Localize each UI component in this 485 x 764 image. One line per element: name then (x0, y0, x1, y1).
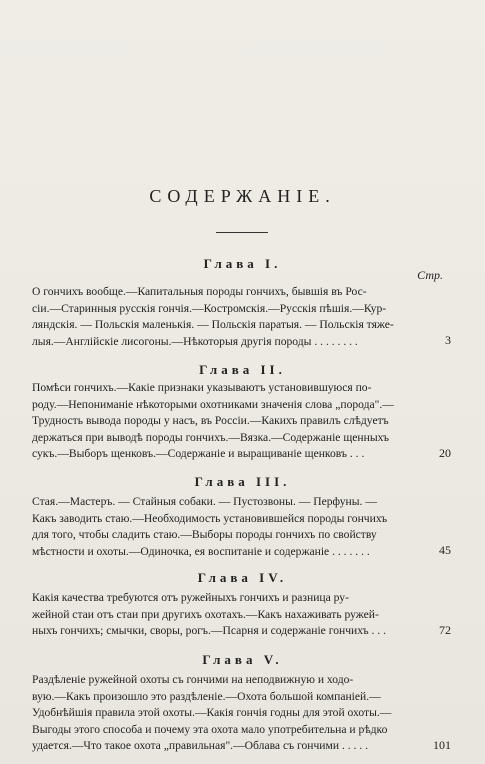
summary-line: Какъ заводить стаю.—Необходимость установившейся породы гончихъ (32, 511, 388, 525)
summary-line: лыя.—Англійскіе лисогоны.—Нѣкоторыя другія породы . . . . . . . . (32, 334, 358, 348)
summary-line: сіи.—Старинныя русскія гончія.—Костромскія.—Русскія пѣшія.—Кур- (32, 301, 387, 315)
summary-line: Трудность вывода породы у насъ, въ Россіи.—Какихъ правилъ слѣдуетъ (32, 414, 389, 427)
chapter-heading: Глава II. (199, 362, 286, 377)
summary-line: роду.—Непониманіе нѣкоторыми охотниками значенія слова „порода".— (32, 397, 394, 411)
page-number: 20 (439, 446, 451, 460)
chapter-heading: Глава I. (203, 256, 282, 271)
page-number: 45 (439, 543, 451, 557)
chapter-heading: Глава IV. (197, 570, 288, 585)
summary-line: для того, чтобы сладить стаю.—Выборы породы гончихъ по свойству (32, 528, 377, 541)
chapter-heading: Глава III. (194, 474, 291, 489)
summary-line: жейной стаи отъ стаи при другихъ охотахъ.—Какъ нахаживать ружей- (32, 607, 379, 621)
page-column-label: Стр. (417, 268, 443, 282)
summary-line: ныхъ гончихъ; смычки, своры, рогъ.—Псарня и содержаніе гончихъ . . . (32, 624, 386, 637)
summary-line: вую.—Какъ произошло это раздѣленіе.—Охота большой компаніей.— (32, 689, 381, 703)
title-divider (216, 232, 268, 233)
summary-line: держаться при выводѣ породы гончихъ.—Вязка.—Содержаніе щенныхъ (32, 430, 389, 444)
page-title: СОДЕРЖАНІЕ. (149, 186, 336, 206)
page-number: 72 (439, 623, 451, 637)
page-number: 101 (433, 738, 451, 752)
chapter-summary (32, 672, 448, 755)
summary-line: Какія качества требуются отъ ружейныхъ гончихъ и разница ру- (32, 591, 349, 604)
summary-line: мѣстности и охоты.—Одиночка, ея воспитаніе и содержаніе . . . . . . . (32, 544, 370, 558)
chapter-summary (32, 380, 448, 463)
summary-line: Помѣси гончихъ.—Какіе признаки указываютъ установившуюся по- (32, 381, 372, 394)
summary-line: О гончихъ вообще.—Капитальныя породы гончихъ, бывшія въ Рос- (32, 285, 367, 298)
summary-line: ляндскія. — Польскія маленькія. — Польскія паратыя. — Польскія тяже- (32, 318, 394, 331)
chapter-summary (32, 494, 448, 560)
summary-line: сукъ.—Выборъ щенковъ.—Содержаніе и выращиваніе щенковъ . . . (32, 447, 365, 460)
chapter-summary (32, 284, 448, 350)
chapter-heading: Глава V. (202, 652, 283, 667)
chapter-summary (32, 590, 448, 640)
summary-line: Стая.—Мастеръ. — Стайныя собаки. — Пустозвоны. — Перфуны. — (32, 495, 377, 508)
summary-line: Выгоды этого способа и почему эта охота мало употребительна и рѣдко (32, 722, 388, 736)
summary-line: удается.—Что такое охота „правильная".—Облава съ гончими . . . . . (32, 739, 369, 752)
summary-line: Удобнѣйшія правила этой охоты.—Какія гончія годны для этой охоты.— (32, 706, 392, 719)
page-number: 3 (445, 333, 451, 347)
summary-line: Раздѣленіе ружейной охоты съ гончими на неподвижную и ходо- (32, 673, 354, 686)
